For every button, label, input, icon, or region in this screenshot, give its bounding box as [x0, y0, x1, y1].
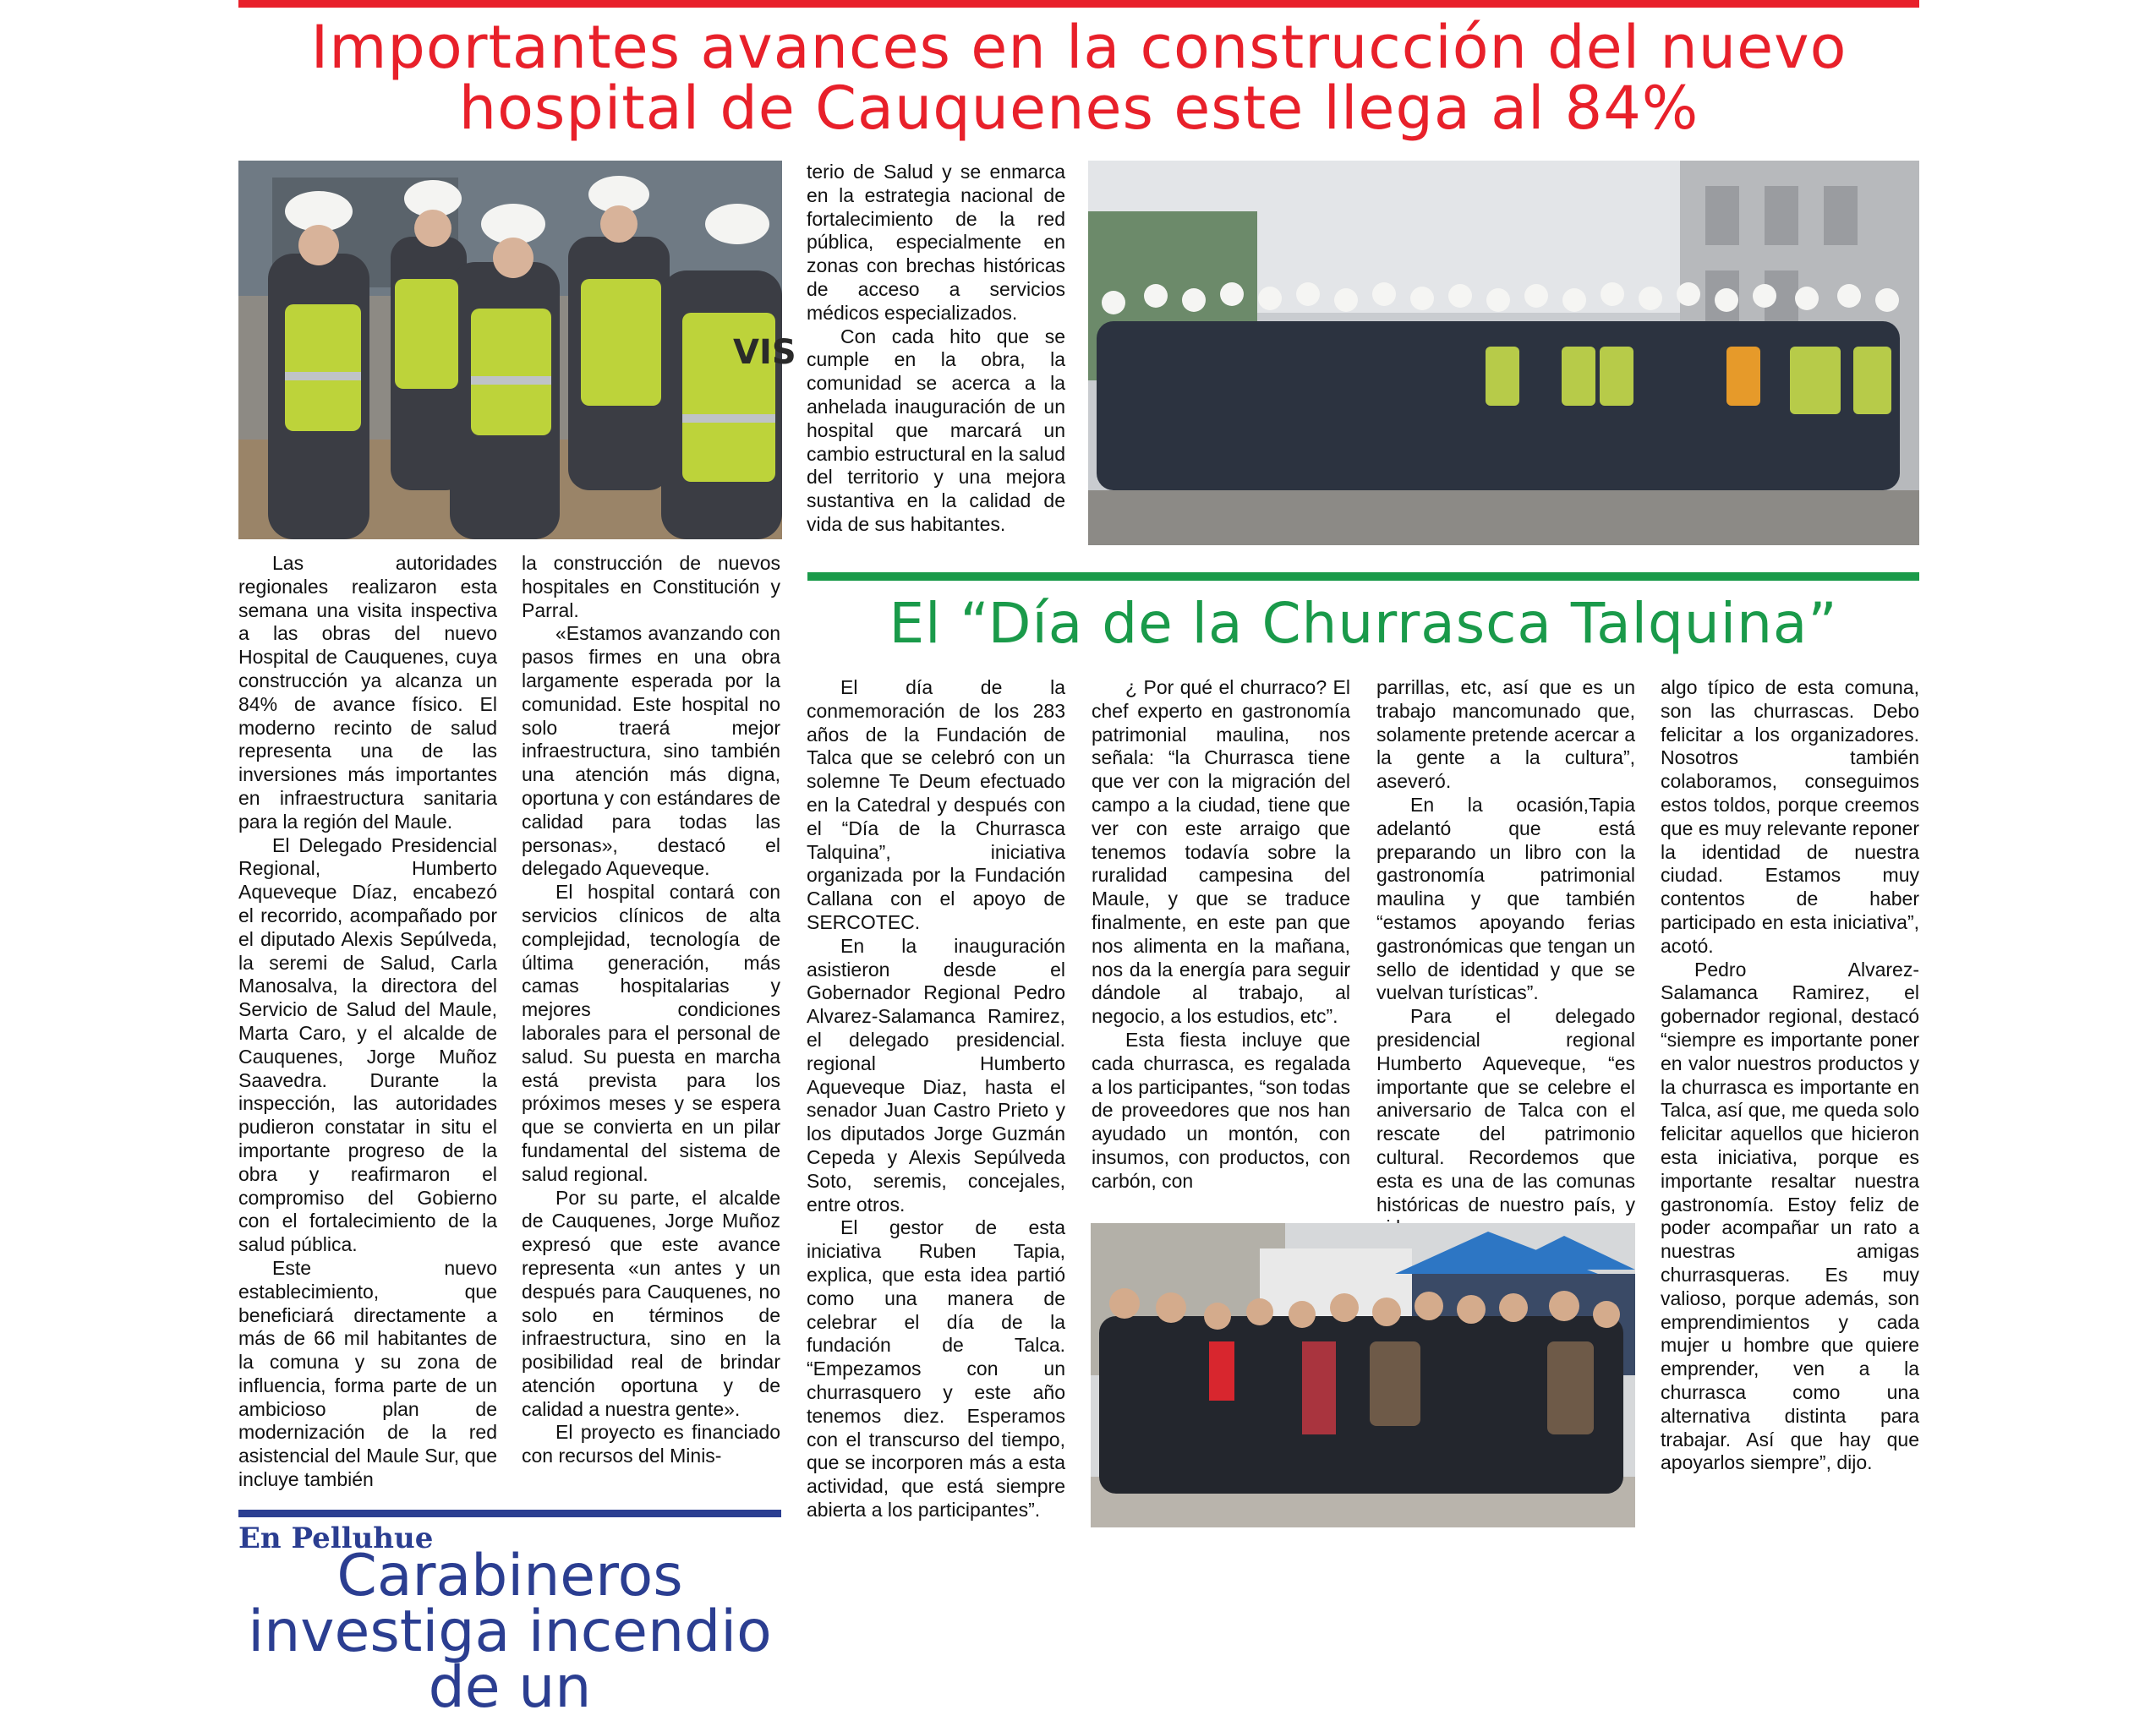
photo-group-plaza: [1091, 1223, 1635, 1527]
churrasca-column-1: [807, 676, 1065, 1522]
paragraph: algo típico de esta comuna, son las churrascas. Debo felicitar a los organizadores. Nosotros también colaboramos, conseguimos estos toldos, porque creemos que es muy relevante reponer la identidad de nuestra ciudad. Estamos muy contentos de haber participado en esta iniciativa”, acotó.: [1661, 676, 1919, 957]
pelluhue-kicker: En Pelluhue: [238, 1522, 434, 1555]
paragraph: Las autoridades regionales realizaron esta semana una visita inspectiva a las obras del nuevo Hospital de Cauquenes, cuya construcción ya alcanza un 84% de avance físico. El moderno recinto de salud representa una de las inversiones más importantes en infraestructura sanitaria para la región del Maule.: [238, 552, 497, 833]
churrasca-column-4: [1661, 676, 1919, 1475]
paragraph: El gestor de esta iniciativa Ruben Tapia, explica, que esta idea partió como una manera de celebrar el día de la fundación de Talca. “Empezamos con un churrasquero y este año tenemos diez. Esperamos con el transcurso del tiempo, que se incorporen más a esta actividad, que está siempre abierta a los participantes”.: [807, 1216, 1065, 1521]
vest-print-text: VIS: [733, 333, 796, 372]
churrasca-column-2: [1092, 676, 1350, 1194]
main-story-column-2: [522, 552, 780, 1468]
churrasca-column-3: [1376, 676, 1635, 1240]
paragraph: En la inauguración asistieron desde el Gobernador Regional Pedro Alvarez-Salamanca Ramirez, el delegado presidencial. regional Humberto Aqueveque Diaz, hasta el senador Juan Castro Prieto y los diputados Jorge Guzmán Cepeda y Alexis Sepúlveda Soto, seremis, concejales, entre otros.: [807, 934, 1065, 1216]
section-rule-blue: [238, 1510, 781, 1517]
paragraph: El proyecto es financiado con recursos del Minis-: [522, 1421, 780, 1467]
paragraph: Para el delegado presidencial regional Humberto Aqueveque, “es importante que se celebre el aniversario de Talca con el rescate del patrimonio cultural. Recordemos que esta es una de las comunas históricas de nuestro país, y: [1376, 1005, 1635, 1216]
paragraph: Esta fiesta incluye que cada churrasca, es regalada a los participantes, “son todas de proveedores que nos han ayudado un montón, con insumos, con productos, con carbón, con: [1092, 1028, 1350, 1192]
paragraph: Por su parte, el alcalde de Cauquenes, Jorge Muñoz expresó que este avance representa «un antes y un después para Cauquenes, no solo en términos de infraestructura, sino en la posibilidad real de brindar atención oportuna y de calidad a nuestra gente».: [522, 1186, 780, 1420]
section-rule-green: [807, 572, 1919, 581]
top-rule: [238, 0, 1919, 8]
paragraph: la construcción de nuevos hospitales en Constitución y Parral.: [522, 552, 780, 621]
paragraph: Este nuevo establecimiento, que beneficiará directamente a más de 66 mil habitantes de la comuna y su zona de influencia, forma parte de un ambicioso plan de modernización de la red asistencial del Maule Sur, que incluye también: [238, 1256, 497, 1491]
paragraph: Con cada hito que se cumple en la obra, la comunidad se acerca a la anhelada inauguración de un hospital que marcará un cambio estructural en la salud del territorio y una mejora sustantiva en la calidad de vida de sus habitantes.: [807, 325, 1065, 535]
main-headline: Importantes avances en la construcción del nuevo hospital de Cauquenes este llega al 84%: [310, 13, 1847, 143]
carabineros-headline: Carabineros investiga incendio de un: [248, 1543, 772, 1721]
paragraph: terio de Salud y se enmarca en la estrategia nacional de fortalecimiento de la red pública, especialmente en zonas con brechas históricas de acceso a servicios médicos especializados.: [807, 161, 1065, 324]
paragraph: El Delegado Presidencial Regional, Humberto Aqueveque Díaz, encabezó el recorrido, acompañado por el diputado Alexis Sepúlveda, la seremi de Salud, Carla Manosalva, la directora del Servicio de Salud del Maule, Marta Caro, y el alcalde de Cauquenes, Jorge Muñoz Saavedra. Durante la inspección, las autoridades pudieron constatar in situ el importante progreso de la obra y reafirmaron el compromiso del Gobierno con el fortalecimiento de la salud pública.: [238, 833, 497, 1256]
paragraph: En la ocasión,Tapia adelantó que está preparando un libro con la gastronomía patrimonial maulina y que también “estamos apoyando ferias gastronómicas que tengan un sello de identidad y que se vuelvan turísticas”.: [1376, 793, 1635, 1004]
photo-group-construction-site: [1088, 161, 1919, 545]
photo-site-inspection: [238, 161, 796, 539]
main-story-column-3: [807, 161, 1065, 537]
paragraph: El hospital contará con servicios clínicos de alta complejidad, tecnología de última generación, más camas hospitalarias y mejores condiciones laborales para el personal de salud. Su puesta en marcha está prevista para los próximos meses y se espera que se convierta en un pilar fundamental del sistema de salud regional.: [522, 881, 780, 1185]
paragraph: parrillas, etc, así que es un trabajo mancomunado que, solamente pretende acercar a la gente a la cultura”, aseveró.: [1376, 676, 1635, 793]
main-story-column-1: [238, 552, 497, 1492]
paragraph: El día de la conmemoración de los 283 años de la Fundación de Talca que se celebró con un solemne Te Deum efectuado en la Catedral y después con el “Día de la Churrasca Talquina”, iniciativa organizada por la Fundación Callana con el apoyo de SERCOTEC.: [807, 676, 1065, 933]
churrasca-headline: El “Día de la Churrasca Talquina”: [889, 591, 1838, 656]
paragraph: ¿ Por qué el churraco? El chef experto en gastronomía patrimonial maulina, nos señala: “la Churrasca tiene que ver con la migración del campo a la ciudad, tiene que ver con este arraigo que tenemos todavía sobre la ruralidad campesina del Maule, y que se traduce finalmente, en este pan que nos alimenta en la mañana, nos da la energía para seguir dándole al trabajo, al negocio, a los estudios, etc”.: [1092, 676, 1350, 1028]
paragraph: «Estamos avanzando con pasos firmes en una obra largamente esperada por la comunidad. Este hospital no solo traerá mejor infraestructura, sino también una atención más digna, oportuna y con estándares de calidad para todas las personas», destacó el delegado Aqueveque.: [522, 622, 780, 880]
paragraph: Pedro Alvarez- Salamanca Ramirez, el gobernador regional, destacó “siempre es importante poner en valor nuestros productos y la churrasca es importante en Talca, así que, me queda solo felicitar aquellos que hicieron esta iniciativa, porque es importante resaltar nuestra gastronomía. Estoy feliz de poder acompañar un rato a nuestras amigas churrasqueras. Es muy valioso, porque además, son emprendimientos y cada mujer u hombre que quiere emprender, ven a la churrasca como una alternativa distinta para trabajar. Así que hay que apoyarlos siempre”, dijo.: [1661, 958, 1919, 1474]
